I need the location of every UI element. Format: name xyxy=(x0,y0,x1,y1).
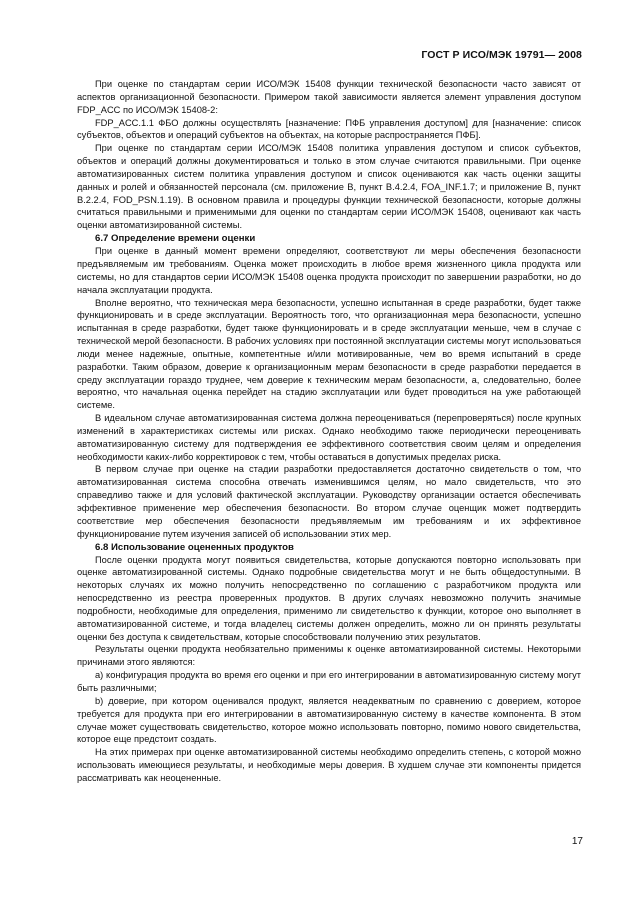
paragraph: На этих примерах при оценке автоматизированной системы необходимо определить степень, с которой можно использовать имеющиеся результаты, и необходимые меры доверия. В худшем случае эти компоненты придется рассматривать как неоцененные. xyxy=(77,747,581,783)
paragraph: В первом случае при оценке на стадии разработки предоставляется достаточно свидетельств о том, что автоматизированная система способна отвечать изменившимся целям, но мало свидетельств, что это справедливо также и для условий фактической эксплуатации. Руководству организации остается обеспечивать эффективное применение мер обеспечения безопасности. Во втором случае оценщик может подтвердить соответствие мер обеспечения безопасности предъявляемым им требованиям и их эффективное функционирование путем изучения записей об использовании этих мер. xyxy=(77,464,581,539)
paragraph: При оценке по стандартам серии ИСО/МЭК 15408 функции технической безопасности часто зависят от аспектов организационной безопасности. Примером такой зависимости является элемент управления доступом FDP_ACC по ИСО/МЭК 15408-2: xyxy=(77,79,581,115)
section-heading-6-8: 6.8 Использование оцененных продуктов xyxy=(95,541,294,553)
paragraph: Вполне вероятно, что техническая мера безопасности, успешно испытанная в среде разработки, будет также функционировать и в среде эксплуатации. Вероятность того, что организационная мера безопасности, успешно испытанная в среде разработки, будет также функционировать и в среде эксплуатации меньше, чем в случае с технической мерой безопасности. В рабочих условиях при постоянной эксплуатации системы могут использоваться люди менее надежные, опытные, компетентные и/или мотивированные, чем во время испытаний в среде разработки. Таким образом, доверие к организационным мерам безопасности в среде разработки передается в среду эксплуатации гораздо труднее, чем доверие к техническим мерам безопасности, а, следовательно, более вероятно, что начальная оценка перейдет на стадию эксплуатации или будет проводиться на уже работающей системе. xyxy=(77,297,581,411)
paragraph: Результаты оценки продукта необязательно применимы к оценке автоматизированной системы. Некоторыми причинами этого являются: xyxy=(77,644,581,668)
paragraph: После оценки продукта могут появиться свидетельства, которые допускаются повторно использовать при оценке автоматизированной системы. Однако подробные свидетельства могут и не быть общедоступными. В некоторых случаях их можно получить непосредственно по соглашению с разработчиком продукта или непосредственно из реестра проверенных продуктов. В других случаях невозможно получить значимые подробности, необходимые для определения, применимо ли свидетельство к функции, которое оно выполняет в автоматизированной системе, и тогда владелец системы должен определить, можно ли он принять результаты оценки без доступа к свидетельствам, которые способствовали получению этих результатов. xyxy=(77,554,581,642)
standard-header: ГОСТ Р ИСО/МЭК 19791— 2008 xyxy=(421,49,582,61)
paragraph: При оценке по стандартам серии ИСО/МЭК 15408 политика управления доступом и список субъектов, объектов и операций должны документироваться и только в этом случае считаются правильными. При оценке автоматизированных систем политика управления доступом и список оцениваются как часть оценки защиты данных и ролей и обязанностей персонала (см. приложение В, пункт В.4.2.4, FOA_INF.1.7; и приложение В, пункт В.2.2.4, FOD_PSN.1.19). В основном правила и процедуры функции технической безопасности, которые должны считаться правильными и применимыми для оценки по стандартам серии ИСО/МЭК 15408, оценивают как часть оценки автоматизированной системы. xyxy=(77,143,581,231)
section-heading-6-7: 6.7 Определение времени оценки xyxy=(95,233,256,245)
paragraph: В идеальном случае автоматизированная система должна переоцениваться (перепроверяться) после крупных изменений в характеристиках системы или рисках. Однако необходимо также периодически переоценивать автоматизированную систему для подтверждения ее эффективного соответствия своим целям и определения необходимости каких-либо корректировок с тем, чтобы оставаться в допустимых пределах риска. xyxy=(77,413,581,462)
document-body xyxy=(77,78,581,785)
list-item: b) доверие, при котором оценивался продукт, является неадекватным по сравнению с доверием, которое требуется для продукта при его интегрировании в автоматизированную систему в качестве компонента. В этом случае может существовать свидетельство, которое можно использовать повторно, помимо нового свидетельства, которое еще предстоит создать. xyxy=(77,695,581,745)
list-item: а) конфигурация продукта во время его оценки и при его интегрировании в автоматизированную систему могут быть различными; xyxy=(77,670,581,693)
paragraph: При оценке в данный момент времени определяют, соответствуют ли меры обеспечения безопасности предъявляемым им требованиям. Оценка может происходить в любое время жизненного цикла продукта или системы, но для стандартов серии ИСО/МЭК 15408 оценка продукта происходит по завершении разработки, но до начала эксплуатации продукта. xyxy=(77,246,581,295)
page-number: 17 xyxy=(571,836,583,847)
paragraph: FDP_ACC.1.1 ФБО должны осуществлять [назначение: ПФБ управления доступом] для [назначение: список субъектов, объектов и операций субъектов на объектах, на которые распространяется ПФБ]. xyxy=(77,117,581,141)
